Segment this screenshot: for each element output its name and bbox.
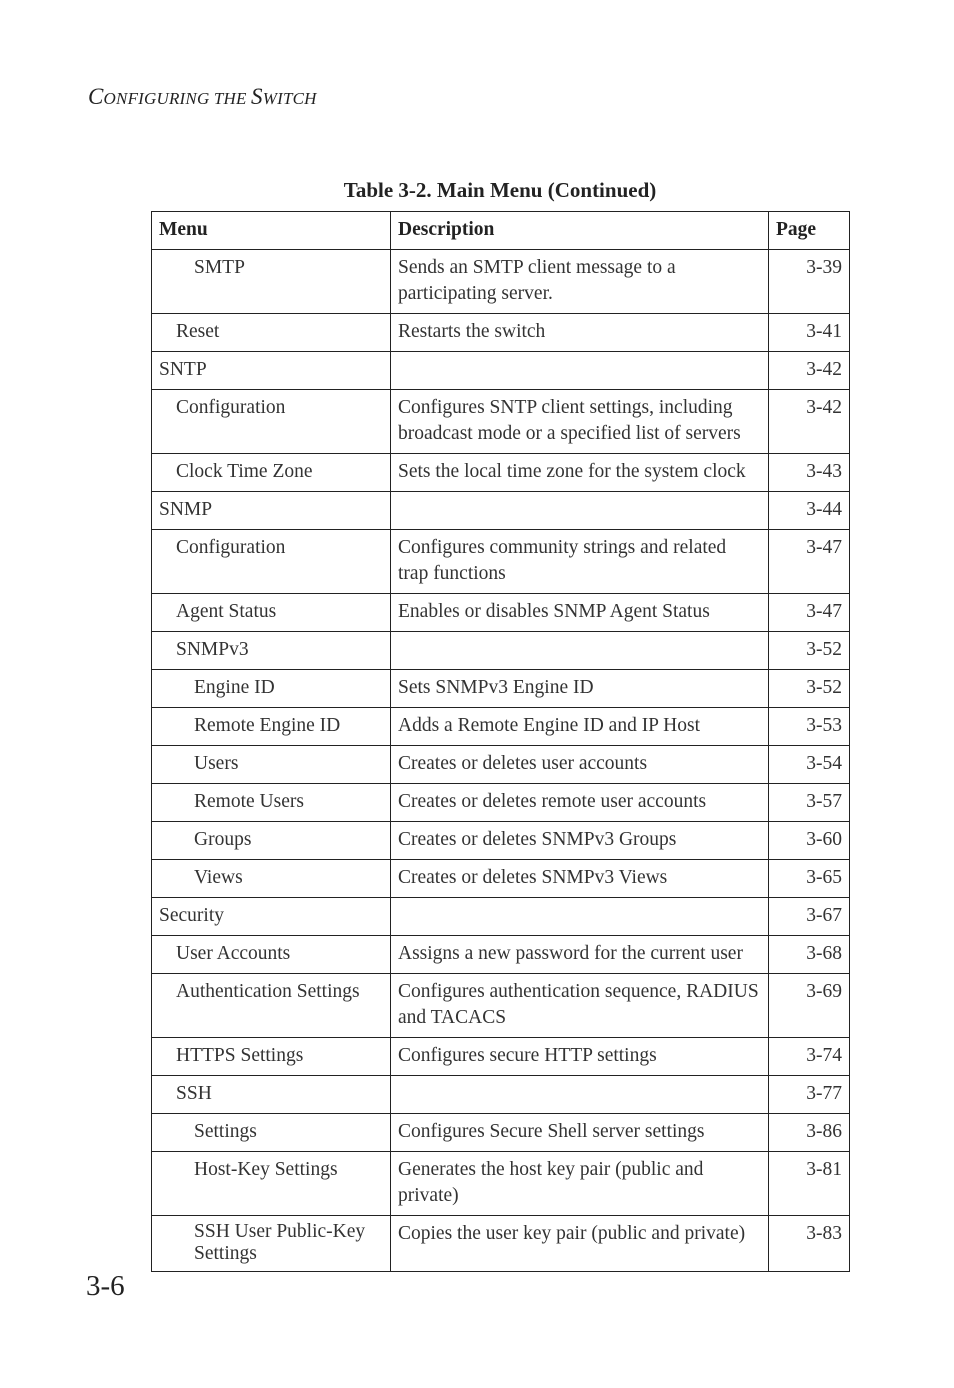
page-cell: 3-54	[769, 746, 850, 784]
description-cell	[391, 632, 769, 670]
menu-item-label: SSH	[176, 1083, 212, 1104]
menu-cell	[152, 1076, 391, 1114]
menu-cell	[152, 352, 391, 390]
menu-item-label: Configuration	[176, 537, 286, 558]
page-cell: 3-74	[769, 1038, 850, 1076]
page-cell: 3-81	[769, 1152, 850, 1216]
menu-item-label: User Accounts	[176, 943, 291, 964]
menu-item-label: Remote Users	[194, 791, 304, 812]
table-row	[152, 898, 850, 936]
menu-item-label: Authentication Settings	[176, 981, 360, 1002]
main-menu-table	[151, 211, 850, 1272]
page-cell: 3-69	[769, 974, 850, 1038]
page-cell: 3-60	[769, 822, 850, 860]
menu-cell	[152, 492, 391, 530]
menu-cell	[152, 708, 391, 746]
menu-cell	[152, 1152, 391, 1216]
description-cell	[391, 492, 769, 530]
menu-item-label: SMTP	[194, 257, 245, 278]
description-cell: Sets SNMPv3 Engine ID	[391, 670, 769, 708]
menu-cell	[152, 784, 391, 822]
description-cell: Configures authentication sequence, RADIUS and TACACS	[391, 974, 769, 1038]
page-cell: 3-44	[769, 492, 850, 530]
description-cell: Adds a Remote Engine ID and IP Host	[391, 708, 769, 746]
menu-item-label: Agent Status	[176, 601, 277, 622]
menu-cell	[152, 1038, 391, 1076]
table-row	[152, 352, 850, 390]
table-row	[152, 492, 850, 530]
menu-cell	[152, 936, 391, 974]
menu-item-label: Settings	[194, 1121, 257, 1142]
menu-item-label: HTTPS Settings	[176, 1045, 304, 1066]
table-row	[152, 860, 850, 898]
table-row	[152, 594, 850, 632]
page-cell: 3-65	[769, 860, 850, 898]
page-cell: 3-52	[769, 670, 850, 708]
table-row	[152, 1114, 850, 1152]
table-row	[152, 936, 850, 974]
table-row	[152, 1076, 850, 1114]
menu-cell	[152, 898, 391, 936]
table-row	[152, 1152, 850, 1216]
description-cell: Assigns a new password for the current user	[391, 936, 769, 974]
menu-cell	[152, 974, 391, 1038]
menu-item-label: SSH User Public-Key Settings	[194, 1221, 366, 1264]
menu-item-label: Users	[194, 753, 239, 774]
menu-cell	[152, 822, 391, 860]
table-row	[152, 454, 850, 492]
column-header-page: Page	[769, 212, 850, 250]
page-number: 3-6	[86, 1270, 125, 1302]
page-cell: 3-42	[769, 352, 850, 390]
table-row	[152, 632, 850, 670]
description-cell: Sends an SMTP client message to a participating server.	[391, 250, 769, 314]
description-cell: Creates or deletes user accounts	[391, 746, 769, 784]
page-cell: 3-43	[769, 454, 850, 492]
table-caption: Table 3-2. Main Menu (Continued)	[343, 178, 657, 202]
table-row	[152, 784, 850, 822]
running-head-initial-2: S	[251, 84, 263, 109]
running-head-rest-2: WITCH	[262, 89, 317, 108]
menu-item-label: SNMP	[159, 499, 213, 520]
menu-item-label: Clock Time Zone	[176, 461, 313, 482]
menu-cell	[152, 454, 391, 492]
table-row	[152, 746, 850, 784]
page-cell: 3-52	[769, 632, 850, 670]
description-cell: Generates the host key pair (public and private)	[391, 1152, 769, 1216]
table-body	[152, 250, 850, 1272]
running-head	[88, 84, 317, 110]
menu-item-label: Security	[159, 905, 224, 926]
description-cell: Creates or deletes SNMPv3 Views	[391, 860, 769, 898]
menu-cell	[152, 746, 391, 784]
table-row	[152, 1038, 850, 1076]
description-cell: Enables or disables SNMP Agent Status	[391, 594, 769, 632]
menu-item-label: SNMPv3	[176, 639, 249, 660]
menu-item-label: Reset	[176, 321, 220, 342]
table-row	[152, 670, 850, 708]
menu-cell	[152, 1114, 391, 1152]
column-header-description: Description	[391, 212, 769, 250]
menu-item-label: Groups	[194, 829, 252, 850]
table-row	[152, 708, 850, 746]
description-cell: Configures Secure Shell server settings	[391, 1114, 769, 1152]
running-head-initial-1: C	[88, 84, 104, 109]
table-row	[152, 314, 850, 352]
table-row	[152, 1216, 850, 1272]
table-row	[152, 250, 850, 314]
menu-cell	[152, 390, 391, 454]
table-row	[152, 822, 850, 860]
table-row	[152, 390, 850, 454]
description-cell	[391, 1076, 769, 1114]
description-cell	[391, 352, 769, 390]
table-header-row	[152, 212, 850, 250]
menu-cell	[152, 1216, 391, 1272]
page-cell: 3-47	[769, 594, 850, 632]
description-cell: Restarts the switch	[391, 314, 769, 352]
page-cell: 3-68	[769, 936, 850, 974]
menu-cell	[152, 530, 391, 594]
description-cell	[391, 898, 769, 936]
column-header-menu: Menu	[152, 212, 391, 250]
menu-cell	[152, 670, 391, 708]
menu-cell	[152, 632, 391, 670]
menu-cell	[152, 314, 391, 352]
menu-cell	[152, 594, 391, 632]
page-cell: 3-86	[769, 1114, 850, 1152]
page-cell: 3-39	[769, 250, 850, 314]
table-row	[152, 974, 850, 1038]
menu-item-label: Configuration	[176, 397, 286, 418]
page-cell: 3-53	[769, 708, 850, 746]
description-cell: Sets the local time zone for the system clock	[391, 454, 769, 492]
description-cell: Configures secure HTTP settings	[391, 1038, 769, 1076]
description-cell: Creates or deletes SNMPv3 Groups	[391, 822, 769, 860]
menu-item-label: SNTP	[159, 359, 207, 380]
menu-item-label: Host-Key Settings	[194, 1159, 338, 1180]
page-cell: 3-67	[769, 898, 850, 936]
menu-item-label: Remote Engine ID	[194, 715, 341, 736]
page-cell: 3-77	[769, 1076, 850, 1114]
menu-cell	[152, 860, 391, 898]
page-cell: 3-47	[769, 530, 850, 594]
table-row	[152, 530, 850, 594]
description-cell: Creates or deletes remote user accounts	[391, 784, 769, 822]
menu-cell	[152, 250, 391, 314]
description-cell: Configures community strings and related trap functions	[391, 530, 769, 594]
description-cell: Copies the user key pair (public and private)	[391, 1216, 769, 1272]
description-cell: Configures SNTP client settings, including broadcast mode or a specified list of servers	[391, 390, 769, 454]
page-cell: 3-83	[769, 1216, 850, 1272]
menu-item-label: Views	[194, 867, 243, 888]
page-cell: 3-42	[769, 390, 850, 454]
menu-item-label: Engine ID	[194, 677, 275, 698]
page-cell: 3-57	[769, 784, 850, 822]
page-cell: 3-41	[769, 314, 850, 352]
running-head-rest-1: ONFIGURING THE	[103, 89, 252, 108]
